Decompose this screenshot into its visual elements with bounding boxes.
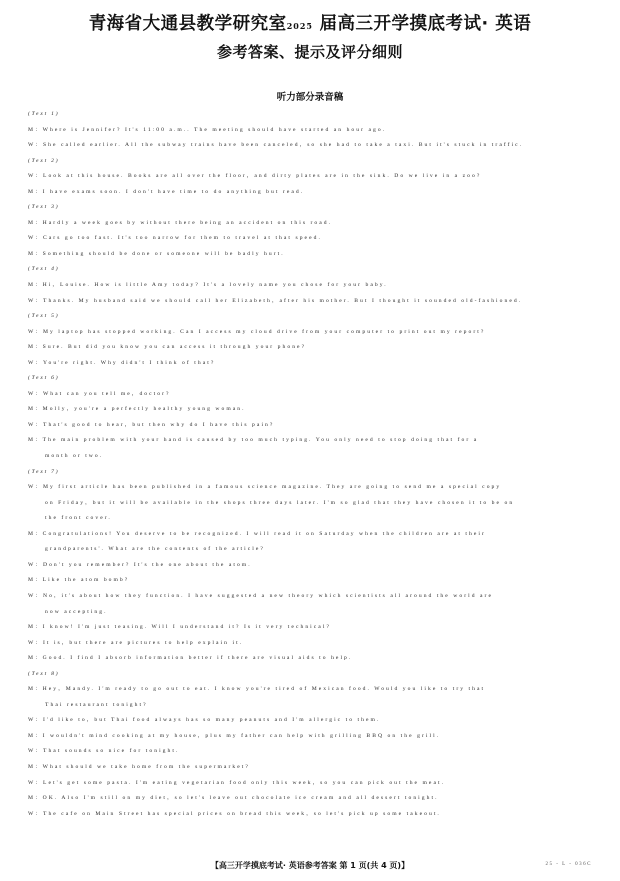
title-organization: 青海省大通县教学研究室: [88, 14, 287, 34]
dialogue-line: W：My first article has been published in a famous science magazine. They are going to send me a special copy: [28, 484, 502, 491]
dialogue-line: M：Congratulations! You deserve to be recognized. I will read it on Saturday when the children are at their: [28, 530, 486, 537]
dialogue-line: W：The cafe on Main Street has special prices on bread this week，so let's pick up some takeout.: [28, 810, 441, 817]
dialogue-line: W：Look at this house. Books are all over the floor，and dirty plates are in the sink. Do we live in a zoo?: [28, 173, 482, 180]
listening-transcript: [0, 107, 620, 822]
dialogue-line: W：No，it's about how they function. I have suggested a new theory which scientists all around the world are: [28, 592, 493, 599]
dialogue-line: W：It is，but there are pictures to help explain it.: [28, 639, 244, 646]
dialogue-line: W：What can you tell me，doctor?: [28, 390, 171, 397]
dialogue-line: M：The main problem with your hand is caused by too much typing. You only need to stop doing that for a: [28, 437, 479, 444]
dialogue-line-continuation: on Friday，but it will be available in the shops three days later. I'm so glad that they have chosen it to be on: [45, 499, 515, 506]
dialogue-line: M：Sure. But did you know you can access it through your phone?: [28, 344, 307, 351]
dialogue-line: W：You're right. Why didn't I think of that?: [28, 359, 216, 366]
dialogue-line: W：She called earlier. All the subway trains have been canceled，so she had to take a taxi. But it's stuck in traffic.: [28, 142, 524, 149]
paper-code: 25 - L - 036C: [545, 862, 592, 867]
dialogue-line: W：My laptop has stopped working. Can I access my cloud drive from your computer to print out my report?: [28, 328, 486, 335]
text-number-label: (Text 4): [28, 266, 60, 273]
text-number-label: (Text 7): [28, 468, 60, 475]
dialogue-line: M：Good. I find I absorb information better if there are visual aids to help.: [28, 655, 353, 662]
text-number-label: (Text 2): [28, 157, 60, 164]
section-heading: 听力部分录音稿: [276, 92, 344, 103]
dialogue-line: W：That sounds so nice for tonight.: [28, 748, 180, 755]
dialogue-line: M：Like the atom bomb?: [28, 577, 130, 584]
dialogue-line: M：I have exams soon. I don't have time to do anything but read.: [28, 188, 305, 195]
text-number-label: (Text 6): [28, 375, 60, 382]
title-exam: 届高三开学摸底考试· 英语: [312, 14, 532, 34]
dialogue-line-continuation: month or two.: [45, 453, 104, 460]
document-subtitle: 参考答案、提示及评分细则: [216, 43, 403, 61]
dialogue-line-continuation: the front cover.: [45, 515, 112, 522]
dialogue-line: W：Let's get some pasta. I'm eating vegetarian food only this week，so you can pick out the meat.: [28, 779, 446, 786]
dialogue-line-continuation: grandparents'. What are the contents of the article?: [45, 546, 265, 553]
dialogue-line-continuation: now accepting.: [45, 608, 108, 615]
text-number-label: (Text 3): [28, 204, 60, 211]
dialogue-line: M：I wouldn't mind cooking at my house，plus my father can help with grilling BBQ on the grill.: [28, 732, 441, 739]
text-number-label: (Text 5): [28, 313, 60, 320]
dialogue-line: W：Don't you remember? It's the one about the atom.: [28, 561, 252, 568]
dialogue-line: M：Molly，you're a perfectly healthy young woman.: [28, 406, 246, 413]
dialogue-line: M：What should we take home from the supermarket?: [28, 763, 250, 770]
dialogue-line: M：Where is Jennifer? It's 11:00 a.m.. The meeting should have started an hour ago.: [28, 126, 387, 133]
dialogue-line: W：Cars go too fast. It's too narrow for them to travel at that speed.: [28, 235, 322, 242]
document-title: [0, 10, 620, 35]
text-number-label: (Text 1): [28, 111, 60, 117]
dialogue-line: W：That's good to hear，but then why do I have this pain?: [28, 421, 275, 428]
dialogue-line: W：I'd like to，but Thai food always has so many peanuts and I'm allergic to them.: [28, 717, 381, 724]
text-number-label: (Text 8): [28, 670, 60, 677]
page-footer: 【高三开学摸底考试· 英语参考答案 第 1 页(共 4 页)】: [210, 861, 410, 870]
dialogue-line-continuation: Thai restaurant tonight?: [45, 701, 148, 708]
dialogue-line: M：Hey，Mandy. I'm ready to go out to eat. I know you're tired of Mexican food. Would you like to try that: [28, 686, 486, 693]
dialogue-line: M：OK. Also I'm still on my diet，so let's leave out chocolate ice cream and all dessert tonight.: [28, 795, 439, 802]
dialogue-line: M：Hi，Louise. How is little Amy today? It's a lovely name you chose for your baby.: [28, 282, 388, 289]
dialogue-line: M：Something should be done or someone will be badly hurt.: [28, 250, 285, 257]
dialogue-line: W：Thanks. My husband said we should call her Elizabeth，after his mother. But I thought it sounded old-fashioned.: [28, 297, 523, 304]
dialogue-line: M：I know! I'm just teasing. Will I understand it? Is it very technical?: [28, 624, 331, 631]
title-year: 2025: [286, 21, 313, 31]
dialogue-line: M：Hardly a week goes by without there being an accident on this road.: [28, 219, 333, 226]
